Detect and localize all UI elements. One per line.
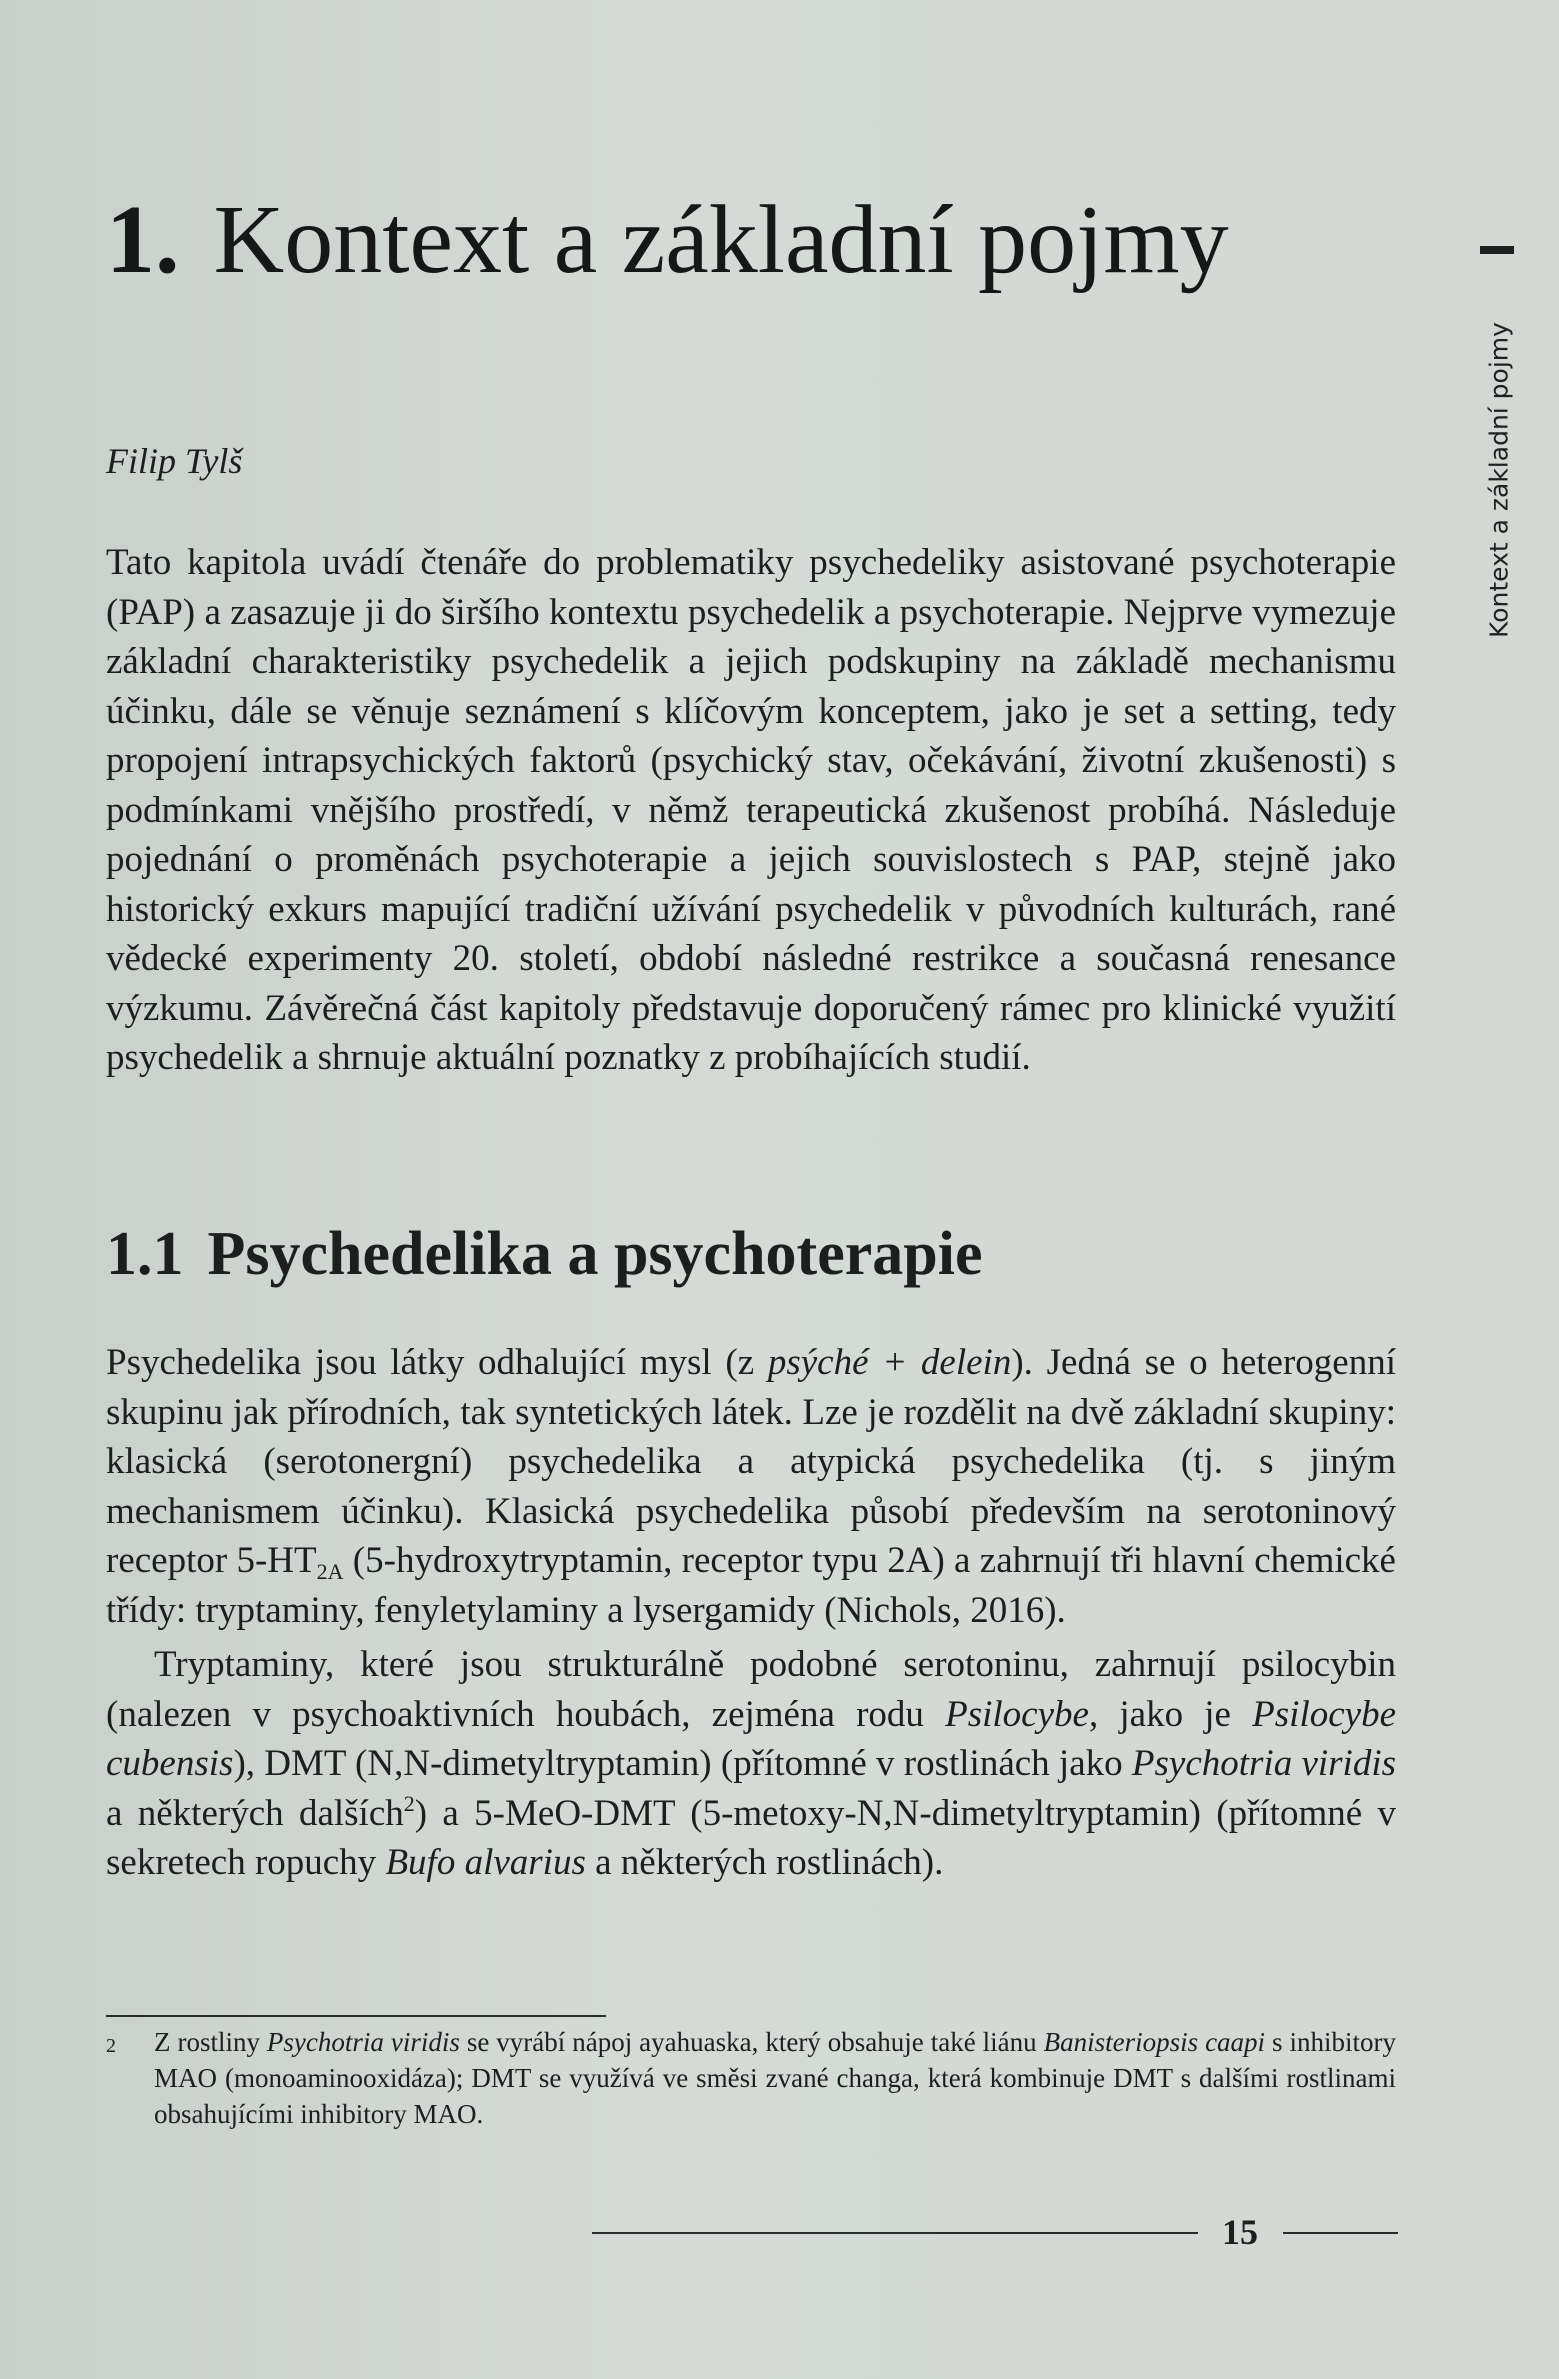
fn-text-a: Z rostliny	[154, 2027, 267, 2057]
fn-italic-1: Psychotria viridis	[266, 2027, 460, 2057]
chapter-number: 1.	[106, 186, 180, 294]
p1-text-c: ). Jedná se o heterogenní skupinu jak přírodních, tak syntetických látek. Lze je rozdělit na dvě základní skupiny: klasická (serotonergní) psychedelika a atypická psychedelika (tj. s jiným mechanismem účinku). Klasická psychedelika působí především na serotoninový receptor 5-HT	[106, 1342, 1396, 1581]
body-paragraph-1	[106, 1338, 1396, 1635]
footnote-number: 2	[106, 2035, 116, 2057]
section-number: 1.1	[106, 1220, 184, 1288]
p2-italic-species-2: Psychotria viridis	[1131, 1743, 1397, 1784]
folio-rule-right	[1283, 2232, 1398, 2234]
p1-italic-term: psýché + delein	[767, 1342, 1012, 1383]
p1-text-d: (5-hydroxytryptamin, receptor typu 2A) a zahrnují tři hlavní chemické třídy: tryptaminy, fenyletylaminy a lysergamidy (Nichols, 2016).	[106, 1540, 1396, 1631]
footnote-divider	[106, 2015, 606, 2017]
p2-text-a: Tryptaminy, které jsou strukturálně podobné serotoninu, zahrnují psilocybin (nalezen v psychoaktivních houbách, zejména rodu	[106, 1644, 1396, 1735]
side-tab-marker	[1480, 246, 1514, 254]
p2-text-c: , jako je	[1088, 1693, 1253, 1735]
p2-text-g: a některých dalších	[106, 1792, 404, 1834]
p1-text-a: Psychedelika jsou látky odhalující mysl (z	[106, 1342, 768, 1383]
fn-text-e: s inhibitory MAO (monoaminooxidáza); DMT se využívá ve směsi zvané changa, která kombinuje DMT s dalšími rostlinami obsahujícími inhibitory MAO.	[154, 2027, 1396, 2129]
p2-italic-genus: Psilocybe	[945, 1693, 1089, 1735]
intro-paragraph: Tato kapitola uvádí čtenáře do problematiky psychedeliky asistované psychoterapie (PAP) a zasazuje ji do širšího kontextu psychedelik a psychoterapie. Nejprve vymezuje základní charakteristiky psychedelik a jejich podskupiny na základě mechanismu účinku, dále se věnuje seznámení s klíčovým konceptem, jako je set a setting, tedy propojení intrapsychických faktorů (psychický stav, očekávání, životní zkušenosti) s podmínkami vnějšího prostředí, v němž terapeutická zkušenost probíhá. Následuje pojednání o proměnách psychoterapie a jejich souvislostech s PAP, stejně jako historický exkurs mapující tradiční užívání psychedelik v původních kulturách, rané vědecké experimenty 20. století, období následné restrikce a současná renesance výzkumu. Závěrečná část kapitoly představuje doporučený rámec pro klinické využití psychedelik a shrnuje aktuální poznatky z probíhajících studií.	[106, 542, 1396, 1078]
p2-text-j: a některých rostlinách).	[585, 1842, 944, 1883]
footnote-reference[interactable]: 2	[403, 1790, 415, 1816]
author-name: Filip Tylš	[106, 441, 243, 481]
p2-text-h: ) a 5-MeO-DMT (5-metoxy-N,N-dimetyltryptamin) (přítomné v sekretech ropuchy	[106, 1792, 1396, 1883]
chapter-title	[106, 180, 1356, 300]
chapter-title-text: Kontext a základní pojmy	[213, 186, 1229, 294]
folio-rule-left	[592, 2232, 1198, 2234]
p2-italic-species-3: Bufo alvarius	[385, 1842, 586, 1883]
p1-subscript: 2A	[316, 1559, 344, 1584]
section-title-text: Psychedelika a psychoterapie	[207, 1220, 983, 1288]
p2-italic-species-1: Psilocybe cubensis	[106, 1693, 1396, 1784]
page-number: 15	[1222, 2212, 1258, 2252]
footnote-text	[154, 2024, 1396, 2132]
fn-italic-2: Banisteriopsis caapi	[1043, 2027, 1266, 2057]
body-paragraph-2	[106, 1640, 1396, 1888]
section-title	[106, 1212, 982, 1296]
p2-text-e: ), DMT (N,N-dimetyltryptamin) (přítomné v rostlinách jako	[233, 1743, 1132, 1784]
fn-text-c: se vyrábí nápoj ayahuaska, který obsahuje také liánu	[459, 2027, 1044, 2057]
running-side-header: Kontext a základní pojmy	[1484, 322, 1514, 638]
